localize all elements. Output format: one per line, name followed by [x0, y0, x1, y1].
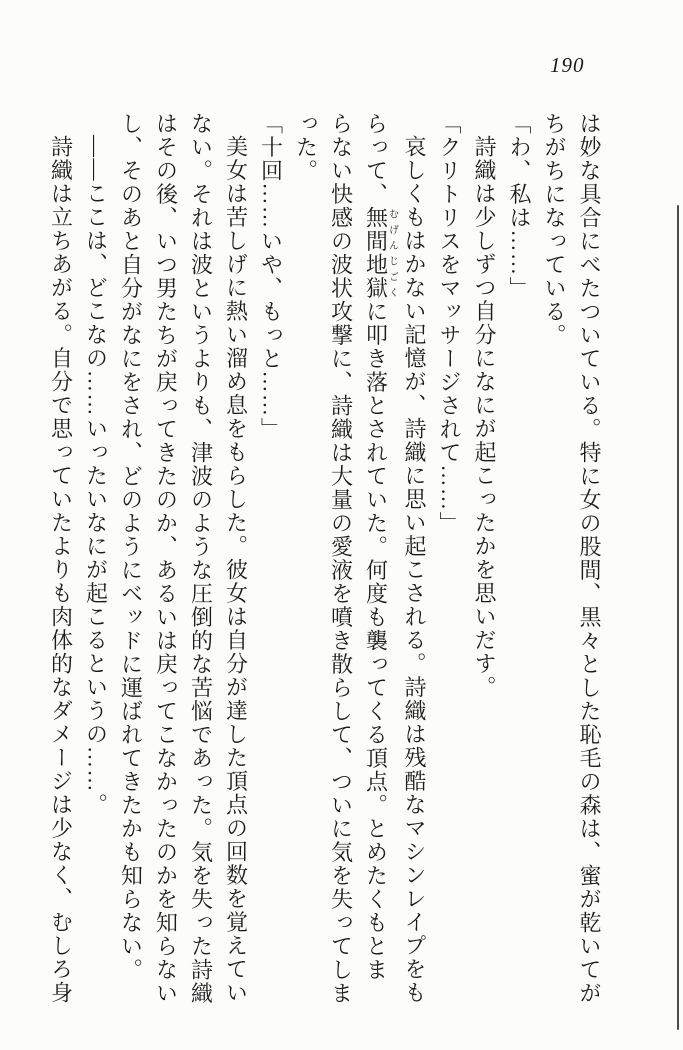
text-line-dialogue: 「わ、私は……」: [507, 112, 532, 300]
page-number: 190: [550, 53, 585, 77]
ruby-annotation: [363, 206, 398, 300]
ruby-base: 無間地獄: [363, 206, 389, 300]
text-line: は妙な具合にべたついている。特に女の股間、黒々とした恥毛の森は、蜜が乾いてが: [577, 112, 602, 1005]
text-line-dialogue: 「十回……いや、もっと……」: [258, 112, 284, 441]
text-line: ちがちになっている。: [542, 112, 567, 347]
text-segment: らって、: [363, 112, 389, 206]
text-line: 美女は苦しげに熱い溜め息をもらした。彼女は自分が達した頂点の回数を覚えてい: [223, 135, 249, 1005]
text-line: 詩織は少しずつ自分になにが起こったかを思いだす。: [472, 135, 497, 699]
scan-edge-shadow: [677, 205, 679, 1030]
text-line: った。: [293, 112, 319, 183]
text-line: 哀しくもはかない記憶が、詩織に思い起こされる。詩織は残酷なマシンレイプをも: [402, 135, 427, 1005]
text-line-with-ruby: [359, 112, 398, 1014]
ruby-text: むげんじごく: [386, 206, 398, 300]
text-line: はその後、いつ男たちが戻ってきたのか、あるいは戻ってこなかったのかを知らない: [153, 112, 179, 1005]
text-line-dialogue: 「クリトリスをマッサージされて……」: [437, 112, 462, 535]
text-line: 詩織は立ちあがる。自分で思っていたよりも肉体的なダメージは少なく、むしろ身: [48, 135, 74, 1005]
text-line: らない快感の波状攻撃に、詩織は大量の愛液を噴き散らして、ついに気を失ってしま: [328, 112, 354, 1005]
novel-text-block: [45, 112, 607, 1014]
text-line: し、そのあと自分がなにをされ、どのようにベッドに運ばれてきたかも知らない。: [118, 112, 144, 982]
text-segment: に叩き落とされていた。何度も襲ってくる頂点。とめたくもとま: [363, 300, 389, 982]
text-line: ない。それは波というよりも、津波のような圧倒的な苦悩であった。気を失った詩織: [188, 112, 214, 1005]
text-line-monologue: ――ここは、どこなの……いったいなにが起こるというの……。: [83, 135, 109, 817]
